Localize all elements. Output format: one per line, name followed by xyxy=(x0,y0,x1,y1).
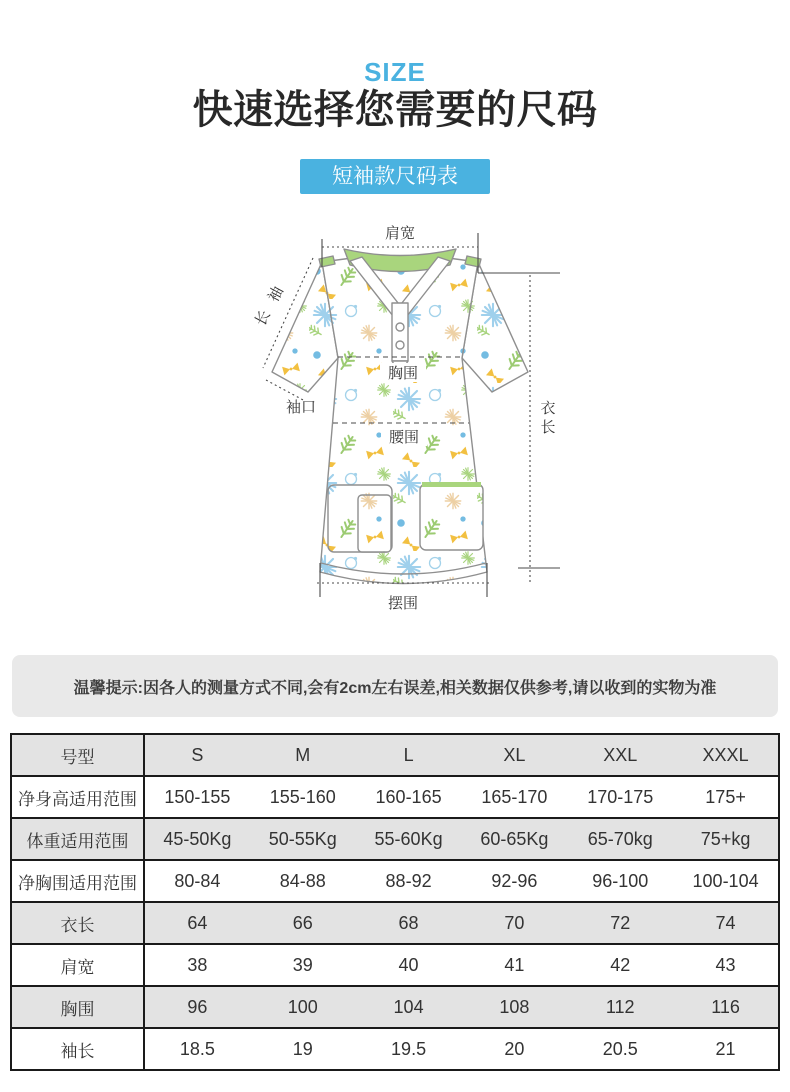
size-row-label: 肩宽 xyxy=(11,944,144,986)
size-cell: 19.5 xyxy=(356,1028,462,1070)
size-col-header: XL xyxy=(461,734,567,776)
size-cell: 60-65Kg xyxy=(461,818,567,860)
size-cell: 64 xyxy=(144,902,250,944)
size-table-header-row xyxy=(11,734,779,776)
left-inner-pocket xyxy=(358,495,391,552)
size-cell: 38 xyxy=(144,944,250,986)
size-cell: 45-50Kg xyxy=(144,818,250,860)
size-cell: 175+ xyxy=(673,776,779,818)
cuff-label: 袖口 xyxy=(285,399,317,416)
button xyxy=(396,341,404,349)
notice-banner: 温馨提示:因各人的测量方式不同,会有2cm左右误差,相关数据仅供参考,请以收到的实物为准 xyxy=(12,655,778,717)
size-row-label: 体重适用范围 xyxy=(11,818,144,860)
size-cell: 66 xyxy=(250,902,356,944)
size-table-row xyxy=(11,986,779,1028)
size-cell: 19 xyxy=(250,1028,356,1070)
size-col-header: L xyxy=(356,734,462,776)
size-cell: 100 xyxy=(250,986,356,1028)
size-cell: 41 xyxy=(461,944,567,986)
size-cell: 18.5 xyxy=(144,1028,250,1070)
size-cell: 65-70kg xyxy=(567,818,673,860)
size-cell: 75+kg xyxy=(673,818,779,860)
size-chart-badge[interactable]: 短袖款尺码表 xyxy=(300,159,490,194)
page-title: 快速选择您需要的尺码 xyxy=(192,88,598,132)
sleeve-length-label: 袖长 xyxy=(252,283,288,329)
size-cell: 74 xyxy=(673,902,779,944)
size-cell: 55-60Kg xyxy=(356,818,462,860)
size-table-row xyxy=(11,818,779,860)
size-cell: 72 xyxy=(567,902,673,944)
size-cell: 20.5 xyxy=(567,1028,673,1070)
size-col-header: S xyxy=(144,734,250,776)
size-cell: 108 xyxy=(461,986,567,1028)
size-cell: 155-160 xyxy=(250,776,356,818)
size-eyebrow: SIZE xyxy=(364,57,426,87)
size-cell: 96-100 xyxy=(567,860,673,902)
waist-label: 腰围 xyxy=(388,429,420,446)
size-cell: 100-104 xyxy=(673,860,779,902)
size-table-row xyxy=(11,1028,779,1070)
button xyxy=(396,323,404,331)
size-row-label: 胸围 xyxy=(11,986,144,1028)
size-row-label: 袖长 xyxy=(11,1028,144,1070)
size-cell: 104 xyxy=(356,986,462,1028)
scrub-top-illustration xyxy=(272,249,528,584)
size-row-label: 衣长 xyxy=(11,902,144,944)
size-cell: 50-55Kg xyxy=(250,818,356,860)
size-cell: 170-175 xyxy=(567,776,673,818)
chest-label: 胸围 xyxy=(387,365,419,382)
size-table-row xyxy=(11,860,779,902)
size-cell: 84-88 xyxy=(250,860,356,902)
size-table xyxy=(10,733,780,1071)
right-pocket xyxy=(420,484,483,550)
size-cell: 20 xyxy=(461,1028,567,1070)
garment-measurement-diagram xyxy=(225,215,595,635)
size-cell: 116 xyxy=(673,986,779,1028)
size-cell: 88-92 xyxy=(356,860,462,902)
size-col-header: XXL xyxy=(567,734,673,776)
size-cell: 112 xyxy=(567,986,673,1028)
size-table-corner-header: 号型 xyxy=(11,734,144,776)
size-col-header: XXXL xyxy=(673,734,779,776)
size-row-label: 净胸围适用范围 xyxy=(11,860,144,902)
shoulder-width-label: 肩宽 xyxy=(384,225,416,242)
size-cell: 160-165 xyxy=(356,776,462,818)
size-cell: 21 xyxy=(673,1028,779,1070)
size-cell: 70 xyxy=(461,902,567,944)
size-table-body xyxy=(11,776,779,1070)
size-cell: 92-96 xyxy=(461,860,567,902)
size-cell: 80-84 xyxy=(144,860,250,902)
size-cell: 96 xyxy=(144,986,250,1028)
size-table-row xyxy=(11,902,779,944)
size-cell: 68 xyxy=(356,902,462,944)
size-cell: 165-170 xyxy=(461,776,567,818)
size-cell: 150-155 xyxy=(144,776,250,818)
right-pocket-trim xyxy=(422,482,481,487)
size-table-row xyxy=(11,944,779,986)
size-cell: 42 xyxy=(567,944,673,986)
size-col-header: M xyxy=(250,734,356,776)
garment-length-label: 衣长 xyxy=(540,400,556,436)
size-row-label: 净身高适用范围 xyxy=(11,776,144,818)
hem-label: 摆围 xyxy=(387,595,419,612)
size-cell: 43 xyxy=(673,944,779,986)
button-placket xyxy=(392,303,408,361)
size-table-row xyxy=(11,776,779,818)
size-cell: 39 xyxy=(250,944,356,986)
size-cell: 40 xyxy=(356,944,462,986)
